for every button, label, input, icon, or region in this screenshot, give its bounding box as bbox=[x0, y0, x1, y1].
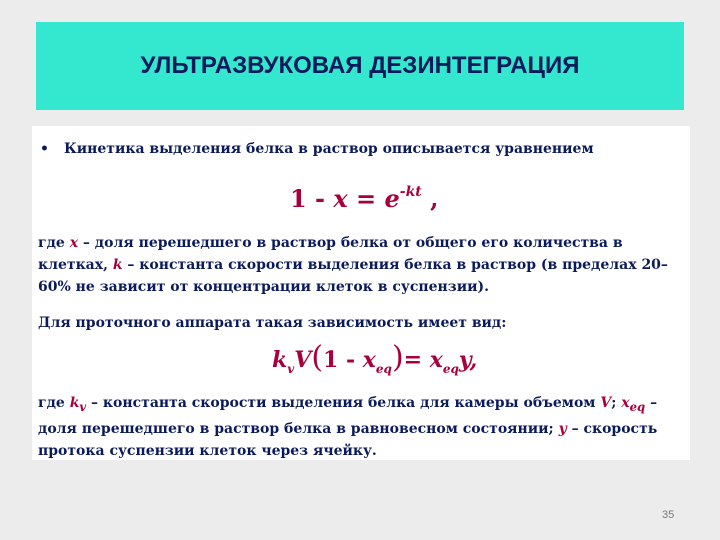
p1-var-k: k bbox=[112, 257, 123, 273]
p3-text-e: – скорость протока суспензии клеток через ячейку. bbox=[38, 420, 658, 459]
p3-k-sub: v bbox=[79, 399, 87, 414]
p3-text-a: где bbox=[38, 395, 70, 411]
title-banner bbox=[36, 22, 684, 110]
page-number: 35 bbox=[662, 509, 675, 521]
eq2-V: V bbox=[294, 347, 312, 373]
eq2-equals: = bbox=[403, 347, 430, 373]
definition-paragraph-2 bbox=[38, 392, 684, 462]
p3-var-x bbox=[621, 395, 646, 414]
p3-k: k bbox=[69, 395, 80, 411]
intro-text: Кинетика выделения белка в раствор описывается уравнением bbox=[64, 141, 594, 157]
p3-text-c: ; bbox=[611, 395, 622, 411]
p3-text-d: – доля перешедшего в раствор белка в равновесном состоянии; bbox=[38, 395, 658, 437]
p3-var-V: V bbox=[600, 395, 612, 411]
eq1-comma: , bbox=[421, 184, 439, 213]
eq2-comma: , bbox=[469, 347, 478, 373]
eq2-k-sub: v bbox=[287, 362, 295, 376]
p1-text-a: где bbox=[38, 235, 70, 251]
p3-x-sub: eq bbox=[629, 399, 646, 414]
p3-text-b: – константа скорости выделения белка для камеры объемом bbox=[86, 395, 601, 411]
eq2-right-paren: ) bbox=[391, 340, 404, 375]
eq1-e: e bbox=[384, 184, 400, 213]
eq2-x: x bbox=[362, 347, 376, 373]
p1-text-b: – доля перешедшего в раствор белка от общего его количества в клетках, bbox=[38, 235, 623, 273]
equation-2 bbox=[272, 340, 477, 375]
eq2-one-minus: 1 - bbox=[323, 347, 363, 373]
eq2-x2-sub: eq bbox=[442, 362, 459, 376]
p1-text-c: – константа скорости выделения белка в раствор (в пределах 20–60% не зависит от концентрации клеток в суспензии). bbox=[38, 257, 668, 295]
p1-var-x: x bbox=[69, 235, 79, 251]
equation-1 bbox=[290, 184, 439, 213]
flow-apparatus-text: Для проточного аппарата такая зависимость имеет вид: bbox=[38, 315, 507, 331]
p3-var-k bbox=[69, 395, 87, 414]
eq2-left-paren: ( bbox=[311, 340, 324, 375]
eq2-y: y bbox=[458, 347, 470, 373]
eq2-x-sub: eq bbox=[375, 362, 392, 376]
eq2-x2: x bbox=[429, 347, 443, 373]
eq2-k: k bbox=[272, 347, 288, 373]
eq1-x: x bbox=[333, 184, 348, 213]
slide-title: УЛЬТРАЗВУКОВАЯ ДЕЗИНТЕГРАЦИЯ bbox=[140, 52, 580, 79]
eq1-equals: = bbox=[347, 184, 385, 213]
bullet-marker: • bbox=[40, 141, 49, 157]
definition-paragraph-1 bbox=[38, 232, 684, 298]
eq1-exponent: -kt bbox=[399, 184, 422, 200]
content-area bbox=[32, 126, 690, 460]
p3-x: x bbox=[621, 395, 630, 411]
eq1-lhs: 1 - bbox=[290, 184, 334, 213]
p3-var-y: y bbox=[558, 420, 567, 437]
